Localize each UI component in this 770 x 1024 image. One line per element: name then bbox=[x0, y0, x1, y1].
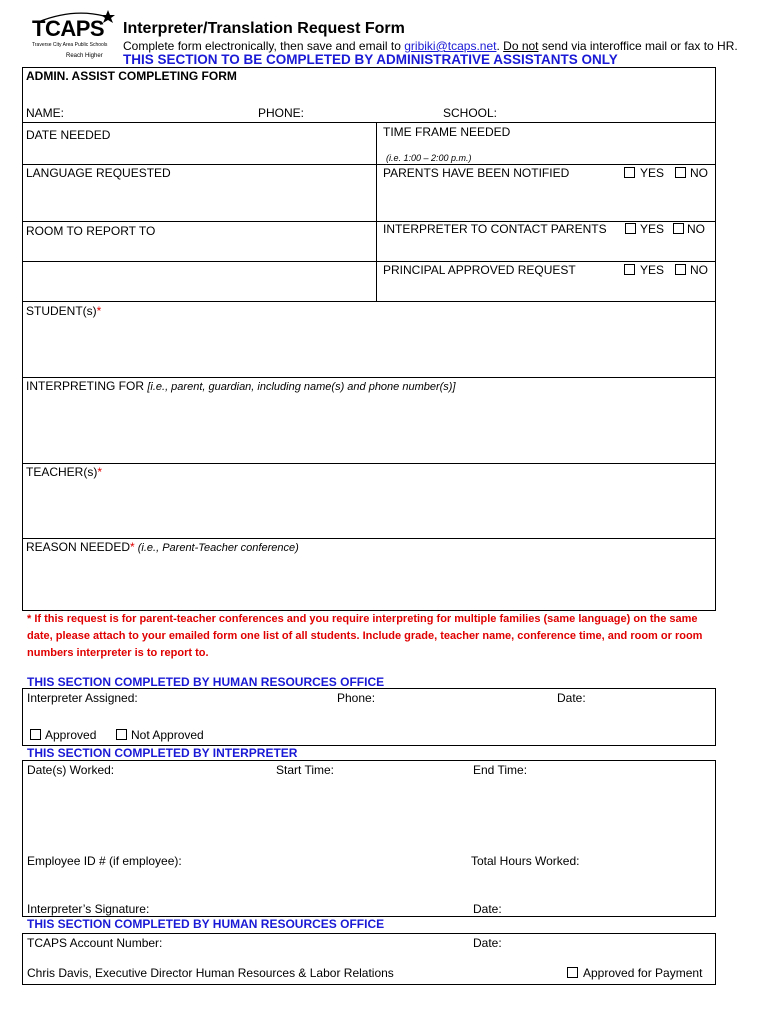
hr-payment-date-label: Date: bbox=[473, 936, 502, 950]
note-line-2: date, please attach to your emailed form one list of all students. Include grade, teacher name, conference time, and room or room bbox=[27, 630, 703, 642]
end-time-label: End Time: bbox=[473, 763, 528, 777]
not-approved-label: Not Approved bbox=[131, 728, 204, 742]
note-line-1: * If this request is for parent-teacher conferences and you require interpreting for multiple families (same language) on the same bbox=[27, 613, 698, 625]
hr-phone-label: Phone: bbox=[337, 691, 376, 705]
principal-no-label: NO bbox=[690, 263, 708, 277]
principal-yes-checkbox[interactable] bbox=[624, 264, 635, 275]
instructions-part-a: Complete form electronically, then save and email to bbox=[123, 39, 405, 53]
students-label-text: STUDENT(s) bbox=[26, 304, 97, 318]
admin-section-box bbox=[22, 67, 716, 611]
interpreting-for-hint: [i.e., parent, guardian, including name(s) and phone number(s)] bbox=[147, 381, 456, 393]
instructions bbox=[123, 39, 738, 53]
contact-parents-no-checkbox[interactable] bbox=[673, 223, 684, 234]
time-frame-hint: (i.e. 1:00 – 2:00 p.m.) bbox=[386, 153, 472, 163]
admin-heading: ADMIN. ASSIST COMPLETING FORM bbox=[26, 69, 237, 83]
parents-notified-yes-checkbox[interactable] bbox=[624, 167, 635, 178]
contact-parents-no-label: NO bbox=[687, 222, 705, 236]
required-asterisk: * bbox=[96, 304, 102, 318]
tcaps-logo bbox=[28, 6, 118, 60]
required-asterisk: * bbox=[97, 465, 103, 479]
name-label: NAME: bbox=[26, 106, 65, 120]
not-approved-checkbox[interactable] bbox=[116, 729, 127, 740]
required-asterisk: * bbox=[130, 540, 135, 554]
hr-date-label: Date: bbox=[557, 691, 586, 705]
start-time-label: Start Time: bbox=[276, 763, 335, 777]
contact-parents-label: INTERPRETER TO CONTACT PARENTS bbox=[383, 222, 607, 236]
total-hours-label: Total Hours Worked: bbox=[471, 854, 580, 868]
parents-notified-label: PARENTS HAVE BEEN NOTIFIED bbox=[383, 166, 570, 180]
phone-label: PHONE: bbox=[258, 106, 305, 120]
students-label bbox=[26, 304, 101, 318]
teachers-label-text: TEACHER(s) bbox=[26, 465, 98, 479]
instructions-part-d: send via interoffice mail or fax to HR. bbox=[538, 39, 738, 53]
approved-checkbox[interactable] bbox=[30, 729, 41, 740]
signature-label: Interpreter’s Signature: bbox=[27, 902, 150, 916]
principal-approved-label: PRINCIPAL APPROVED REQUEST bbox=[383, 263, 576, 277]
signature-date-label: Date: bbox=[473, 902, 502, 916]
reason-needed-text: REASON NEEDED bbox=[26, 540, 131, 554]
instructions-part-b: . bbox=[496, 39, 504, 53]
contact-parents-yes-checkbox[interactable] bbox=[625, 223, 636, 234]
note-line-3: numbers interpreter is to report to. bbox=[27, 647, 209, 659]
approved-for-payment-checkbox[interactable] bbox=[567, 967, 578, 978]
interpreter-assigned-label: Interpreter Assigned: bbox=[27, 691, 138, 705]
interpreting-for-text: INTERPRETING FOR bbox=[26, 379, 148, 393]
parents-notified-no-label: NO bbox=[690, 166, 708, 180]
interpreter-section-box bbox=[22, 760, 716, 917]
reason-needed-label bbox=[26, 540, 299, 555]
director-name: Chris Davis, Executive Director Human Resources & Labor Relations bbox=[27, 966, 394, 980]
hr-payment-section-heading: THIS SECTION COMPLETED BY HUMAN RESOURCES OFFICE bbox=[27, 917, 385, 931]
employee-id-label: Employee ID # (if employee): bbox=[27, 854, 182, 868]
date-needed-label: DATE NEEDED bbox=[26, 128, 111, 142]
school-label: SCHOOL: bbox=[443, 106, 498, 120]
principal-yes-label: YES bbox=[640, 263, 665, 277]
time-frame-label: TIME FRAME NEEDED bbox=[383, 125, 511, 139]
email-link[interactable]: gribiki@tcaps.net bbox=[404, 39, 497, 53]
logo-tagline: Reach Higher bbox=[66, 53, 103, 59]
parents-notified-yes-label: YES bbox=[640, 166, 665, 180]
instructions-do-not: Do not bbox=[503, 39, 539, 53]
reason-needed-hint: (i.e., Parent-Teacher conference) bbox=[134, 542, 299, 554]
form-title: Interpreter/Translation Request Form bbox=[123, 20, 405, 37]
logo-district-name: Traverse City Area Public Schools bbox=[32, 42, 108, 48]
approved-for-payment-label: Approved for Payment bbox=[583, 966, 703, 980]
interpreting-for-label bbox=[26, 379, 456, 394]
contact-parents-yes-label: YES bbox=[640, 222, 665, 236]
admin-section-banner: THIS SECTION TO BE COMPLETED BY ADMINISTRATIVE ASSISTANTS ONLY bbox=[123, 52, 618, 67]
interpreter-section-heading: THIS SECTION COMPLETED BY INTERPRETER bbox=[27, 746, 298, 760]
principal-no-checkbox[interactable] bbox=[675, 264, 686, 275]
hr-section-heading: THIS SECTION COMPLETED BY HUMAN RESOURCES OFFICE bbox=[27, 675, 385, 689]
dates-worked-label: Date(s) Worked: bbox=[27, 763, 115, 777]
room-label: ROOM TO REPORT TO bbox=[26, 224, 156, 238]
account-number-label: TCAPS Account Number: bbox=[27, 936, 163, 950]
teachers-label bbox=[26, 465, 102, 479]
logo-wordmark: TCAPS bbox=[32, 16, 105, 41]
parents-notified-no-checkbox[interactable] bbox=[675, 167, 686, 178]
language-label: LANGUAGE REQUESTED bbox=[26, 166, 171, 180]
approved-label: Approved bbox=[45, 728, 97, 742]
